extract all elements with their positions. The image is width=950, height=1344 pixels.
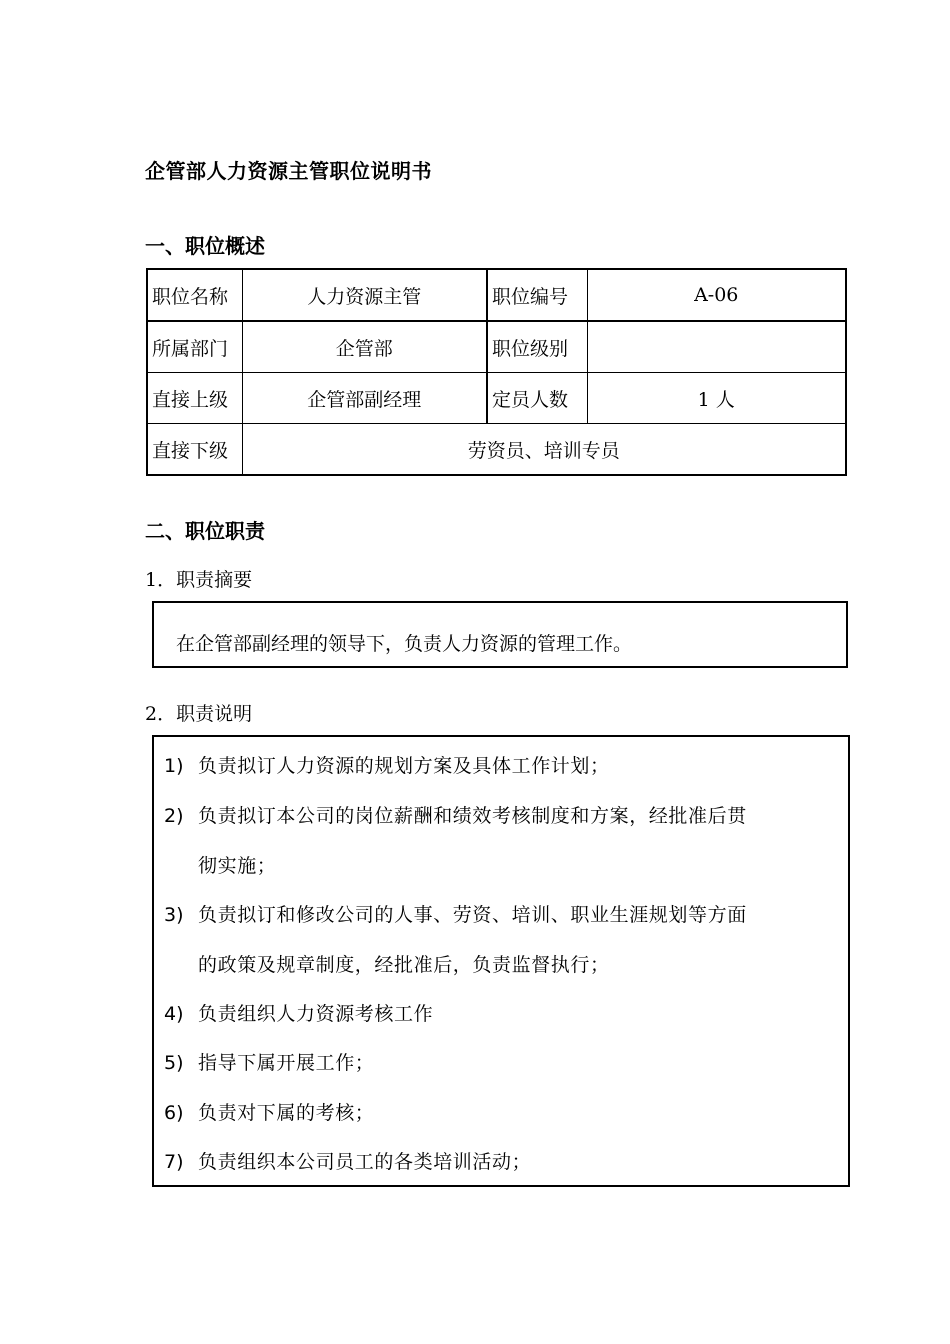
item-number: 3) — [164, 904, 184, 926]
item-number: 6) — [164, 1102, 184, 1124]
table-row — [147, 269, 846, 321]
item-number: 2) — [164, 805, 184, 827]
position-overview-table — [146, 268, 847, 476]
table-row — [147, 424, 846, 476]
label-position-level: 职位级别 — [487, 321, 587, 373]
item-number: 4) — [164, 1003, 184, 1025]
item-text-continued: 彻实施； — [198, 855, 277, 877]
label-department: 所属部门 — [147, 321, 242, 373]
item-number: 7) — [164, 1151, 184, 1173]
item-text: 负责拟订和修改公司的人事、劳资、培训、职业生涯规划等方面 — [198, 904, 747, 926]
summary-box — [152, 601, 848, 668]
document-title: 企管部人力资源主管职位说明书 — [145, 159, 432, 183]
item-text: 负责组织人力资源考核工作 — [198, 1003, 434, 1025]
label-position-name: 职位名称 — [147, 269, 242, 321]
item-number: 1) — [164, 755, 184, 777]
label-direct-superior: 直接上级 — [147, 373, 242, 424]
section2-heading: 二、职位职责 — [145, 519, 265, 543]
value-position-level — [587, 321, 846, 373]
value-direct-superior: 企管部副经理 — [242, 373, 487, 424]
summary-text: 在企管部副经理的领导下，负责人力资源的管理工作。 — [176, 633, 633, 655]
label-direct-subordinate: 直接下级 — [147, 424, 242, 476]
item-text: 负责拟订人力资源的规划方案及具体工作计划； — [198, 755, 610, 777]
details-heading: 2．职责说明 — [145, 703, 253, 725]
table-row — [147, 373, 846, 424]
value-position-name: 人力资源主管 — [242, 269, 487, 321]
item-text: 负责组织本公司员工的各类培训活动； — [198, 1151, 532, 1173]
item-text: 负责对下属的考核； — [198, 1102, 375, 1124]
value-headcount: 1 人 — [587, 373, 846, 424]
label-headcount: 定员人数 — [487, 373, 587, 424]
item-number: 5) — [164, 1052, 184, 1074]
value-department: 企管部 — [242, 321, 487, 373]
item-text-continued: 的政策及规章制度，经批准后，负责监督执行； — [198, 954, 610, 976]
label-position-code: 职位编号 — [487, 269, 587, 321]
summary-heading: 1．职责摘要 — [145, 569, 253, 591]
duties-box — [152, 735, 850, 1187]
table-row — [147, 321, 846, 373]
item-text: 负责拟订本公司的岗位薪酬和绩效考核制度和方案，经批准后贯 — [198, 805, 747, 827]
item-text: 指导下属开展工作； — [198, 1052, 375, 1074]
section1-heading: 一、职位概述 — [145, 234, 265, 258]
value-position-code: A-06 — [587, 269, 846, 321]
value-direct-subordinate: 劳资员、培训专员 — [242, 424, 846, 476]
